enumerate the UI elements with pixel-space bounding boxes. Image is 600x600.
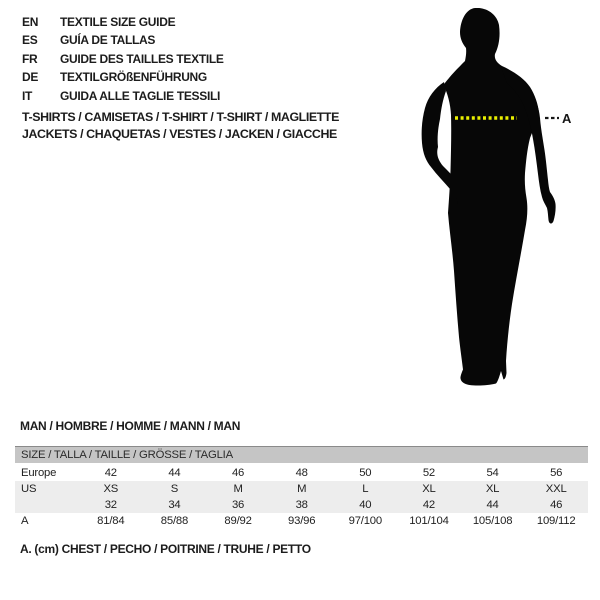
measurement-footnote: A. (cm) CHEST / PECHO / POITRINE / TRUHE / PETTO [20,542,311,556]
language-label: TEXTILE SIZE GUIDE [60,15,176,29]
size-value-cell: 46 [550,499,563,511]
row-label [15,497,79,513]
language-row [22,68,224,86]
language-label: TEXTILGRÖßENFÜHRUNG [60,70,207,85]
size-value-cell: 42 [422,499,436,511]
size-value-cell: 97/100 [348,515,382,527]
size-value-cell: 38 [295,499,308,511]
row-label: Europe [21,467,57,479]
language-row [22,31,224,49]
category-line-tshirts: T-SHIRTS / CAMISETAS / T-SHIRT / T-SHIRT / MAGLIETTE [22,110,339,124]
language-row [22,87,224,105]
size-value-cell: 52 [422,467,436,479]
size-value-cell: 40 [359,499,372,511]
language-label: GUIDE DES TAILLES TEXTILE [60,51,224,66]
language-row [22,50,224,68]
size-value-cell: L [362,483,369,495]
man-silhouette-figure [398,8,578,390]
size-value-cell: 42 [104,467,117,479]
size-value-cell: S [170,483,179,495]
size-value-cell: 46 [231,467,245,479]
size-value-cell: 101/104 [409,515,449,527]
size-value-cell: 85/88 [160,515,189,527]
size-value-cell: 89/92 [224,515,252,527]
language-code: IT [22,88,33,103]
row-label: US [21,483,37,495]
size-value-cell: 81/84 [97,515,125,527]
size-value-cell: XL [485,483,500,495]
language-list [22,13,224,105]
language-label: GUÍA DE TALLAS [60,33,156,48]
language-code: DE [22,70,39,85]
language-row [22,13,224,31]
size-value-cell: 48 [295,467,308,479]
row-label: A [21,515,29,527]
size-value-cell: 34 [168,499,181,511]
size-value-cell: 105/108 [472,515,513,527]
size-value-cell: 36 [231,499,245,511]
category-line-jackets: JACKETS / CHAQUETAS / VESTES / JACKEN / GIACCHE [22,127,337,142]
size-value-cell: M [297,483,307,495]
language-code: FR [22,51,38,66]
size-value-cell: XXL [545,483,567,495]
size-value-cell: XS [103,483,119,495]
table-row [15,481,588,497]
language-code: EN [22,15,39,29]
size-value-cell: 44 [486,499,499,511]
size-table-header: SIZE / TALLA / TAILLE / GRÖSSE / TAGLIA [15,446,588,463]
size-value-cell: 109/112 [536,515,576,527]
size-value-cell: 56 [550,467,563,479]
table-row [15,465,588,481]
language-label: GUIDA ALLE TAGLIE TESSILI [60,88,221,103]
size-value-cell: 93/96 [288,515,316,527]
size-table-body [15,465,588,529]
size-value-cell: M [233,483,243,495]
language-code: ES [22,33,38,48]
section-title-man: MAN / HOMBRE / HOMME / MANN / MAN [20,419,241,433]
size-value-cell: XL [422,483,436,495]
size-value-cell: 50 [359,467,372,479]
size-table [15,446,588,529]
size-value-cell: 44 [168,467,181,479]
table-row [15,497,588,513]
size-value-cell: 54 [486,467,499,479]
table-row [15,513,588,529]
category-lines [22,109,339,144]
measure-label-a: A [562,111,572,126]
size-value-cell: 32 [104,499,117,511]
